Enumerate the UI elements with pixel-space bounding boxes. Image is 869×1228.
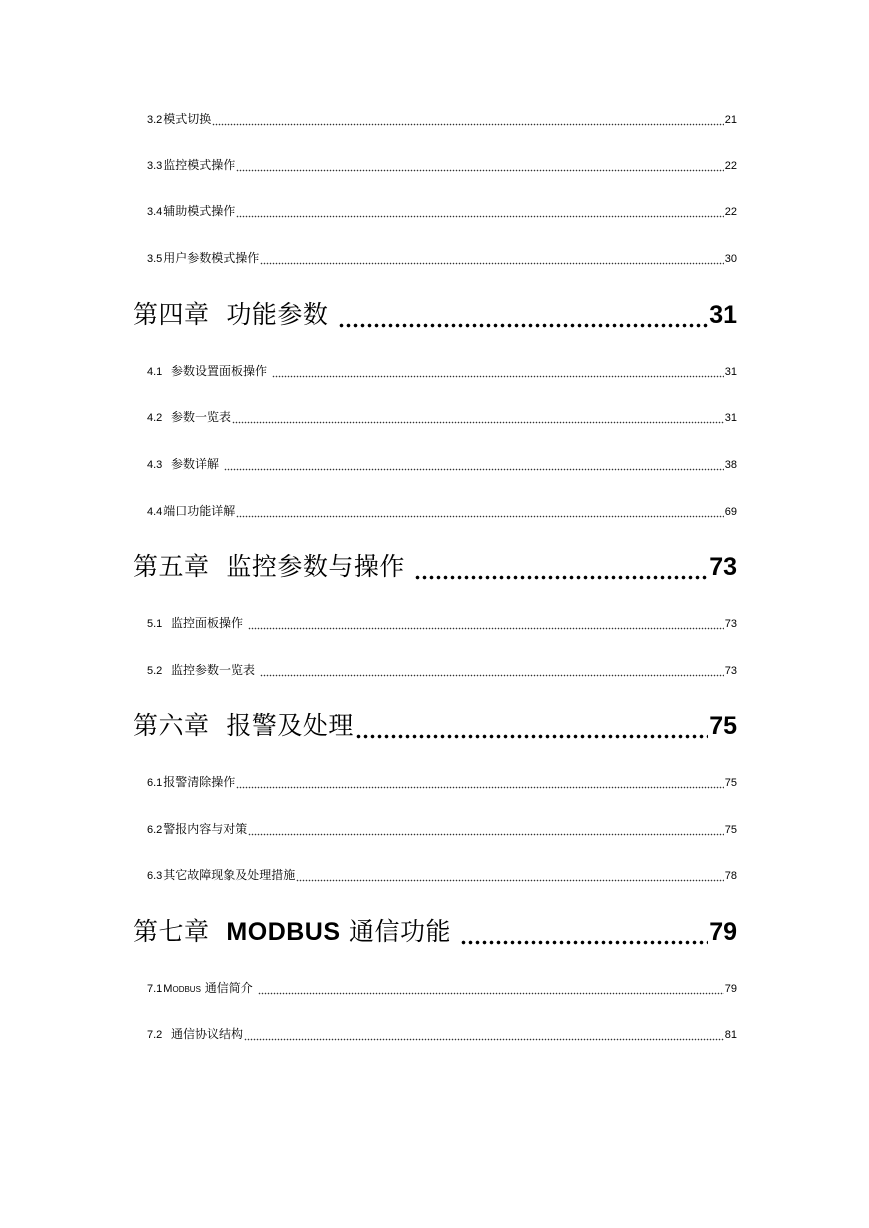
- dot-leader: [272, 361, 724, 381]
- dot-leader: [355, 706, 708, 746]
- toc-entry-7-2[interactable]: [147, 1024, 737, 1044]
- dot-leader: [236, 501, 723, 521]
- toc-page-number: 73: [724, 665, 737, 677]
- toc-entry-4-3[interactable]: [147, 454, 737, 474]
- toc-entry-3-2[interactable]: [147, 109, 737, 129]
- dot-leader: [236, 772, 723, 792]
- dot-leader: [260, 248, 723, 268]
- toc-page-number: 30: [724, 253, 737, 265]
- dot-leader: [460, 912, 708, 952]
- toc-chapter-7[interactable]: [133, 912, 737, 952]
- toc-page-number: 31: [709, 301, 737, 329]
- toc-chapter-label: 第七章 MODBUS 通信功能: [133, 917, 451, 946]
- toc-page-number: 69: [724, 506, 737, 518]
- dot-leader: [212, 109, 723, 129]
- toc-page-number: 78: [724, 870, 737, 882]
- toc-entry-label: 4.3 参数详解: [147, 457, 219, 471]
- toc-entry-4-2[interactable]: [147, 407, 737, 427]
- toc-chapter-label: 第六章 报警及处理: [133, 711, 354, 740]
- toc-entry-6-1[interactable]: [147, 772, 737, 792]
- toc-chapter-label: 第四章 功能参数: [133, 300, 329, 329]
- toc-page-number: 22: [724, 206, 737, 218]
- toc-entry-label: 4.4端口功能详解: [147, 504, 236, 518]
- toc-entry-7-1[interactable]: [147, 978, 737, 998]
- toc-entry-5-1[interactable]: [147, 613, 737, 633]
- dot-leader: [248, 819, 723, 839]
- toc-entry-label: 6.3其它故障现象及处理措施: [147, 868, 296, 882]
- dot-leader: [236, 201, 723, 221]
- toc-page-number: 38: [724, 459, 737, 471]
- toc-entry-3-4[interactable]: [147, 201, 737, 221]
- toc-entry-label: 3.3监控模式操作: [147, 158, 236, 172]
- dot-leader: [260, 660, 724, 680]
- toc-page-number: 81: [724, 1029, 737, 1041]
- dot-leader: [258, 978, 724, 998]
- toc-entry-label: 3.4辅助模式操作: [147, 204, 236, 218]
- dot-leader: [232, 407, 724, 427]
- toc-entry-label: 3.2模式切换: [147, 112, 212, 126]
- toc-entry-4-1[interactable]: [147, 361, 737, 381]
- toc-entry-label: 4.2 参数一览表: [147, 410, 231, 424]
- toc-page-number: 75: [724, 777, 737, 789]
- toc-chapter-5[interactable]: [133, 547, 737, 587]
- toc-entry-5-2[interactable]: [147, 660, 737, 680]
- toc-page-number: 79: [724, 983, 737, 995]
- toc-entry-label: 5.1 监控面板操作: [147, 616, 243, 630]
- toc-page-number: 75: [724, 824, 737, 836]
- toc-chapter-4[interactable]: [133, 295, 737, 335]
- toc-page-number: 22: [724, 160, 737, 172]
- toc-page-number: 31: [724, 366, 737, 378]
- dot-leader: [338, 295, 708, 335]
- dot-leader: [244, 1024, 724, 1044]
- toc-entry-label: 5.2 监控参数一览表: [147, 663, 255, 677]
- toc-entry-3-5[interactable]: [147, 248, 737, 268]
- toc-page-number: 75: [709, 712, 737, 740]
- toc-entry-label: 7.1MODBUS 通信简介: [147, 981, 253, 995]
- toc-entry-label: 6.1报警清除操作: [147, 775, 236, 789]
- toc-entry-label: 6.2警报内容与对策: [147, 822, 248, 836]
- dot-leader: [248, 613, 724, 633]
- toc-page-number: 21: [724, 114, 737, 126]
- dot-leader: [296, 865, 723, 885]
- toc-entry-label: 3.5用户参数模式操作: [147, 251, 260, 265]
- dot-leader: [224, 454, 724, 474]
- toc-entry-6-2[interactable]: [147, 819, 737, 839]
- toc-chapter-6[interactable]: [133, 706, 737, 746]
- toc-page-number: 31: [724, 412, 737, 424]
- toc-page-number: 73: [724, 618, 737, 630]
- toc-chapter-label: 第五章 监控参数与操作: [133, 552, 405, 581]
- toc-entry-6-3[interactable]: [147, 865, 737, 885]
- dot-leader: [414, 547, 708, 587]
- dot-leader: [236, 155, 723, 175]
- toc-page-number: 73: [709, 553, 737, 581]
- toc-entry-4-4[interactable]: [147, 501, 737, 521]
- toc-page-number: 79: [709, 918, 737, 946]
- toc-entry-label: 7.2 通信协议结构: [147, 1027, 243, 1041]
- toc-entry-label: 4.1 参数设置面板操作: [147, 364, 267, 378]
- toc-entry-3-3[interactable]: [147, 155, 737, 175]
